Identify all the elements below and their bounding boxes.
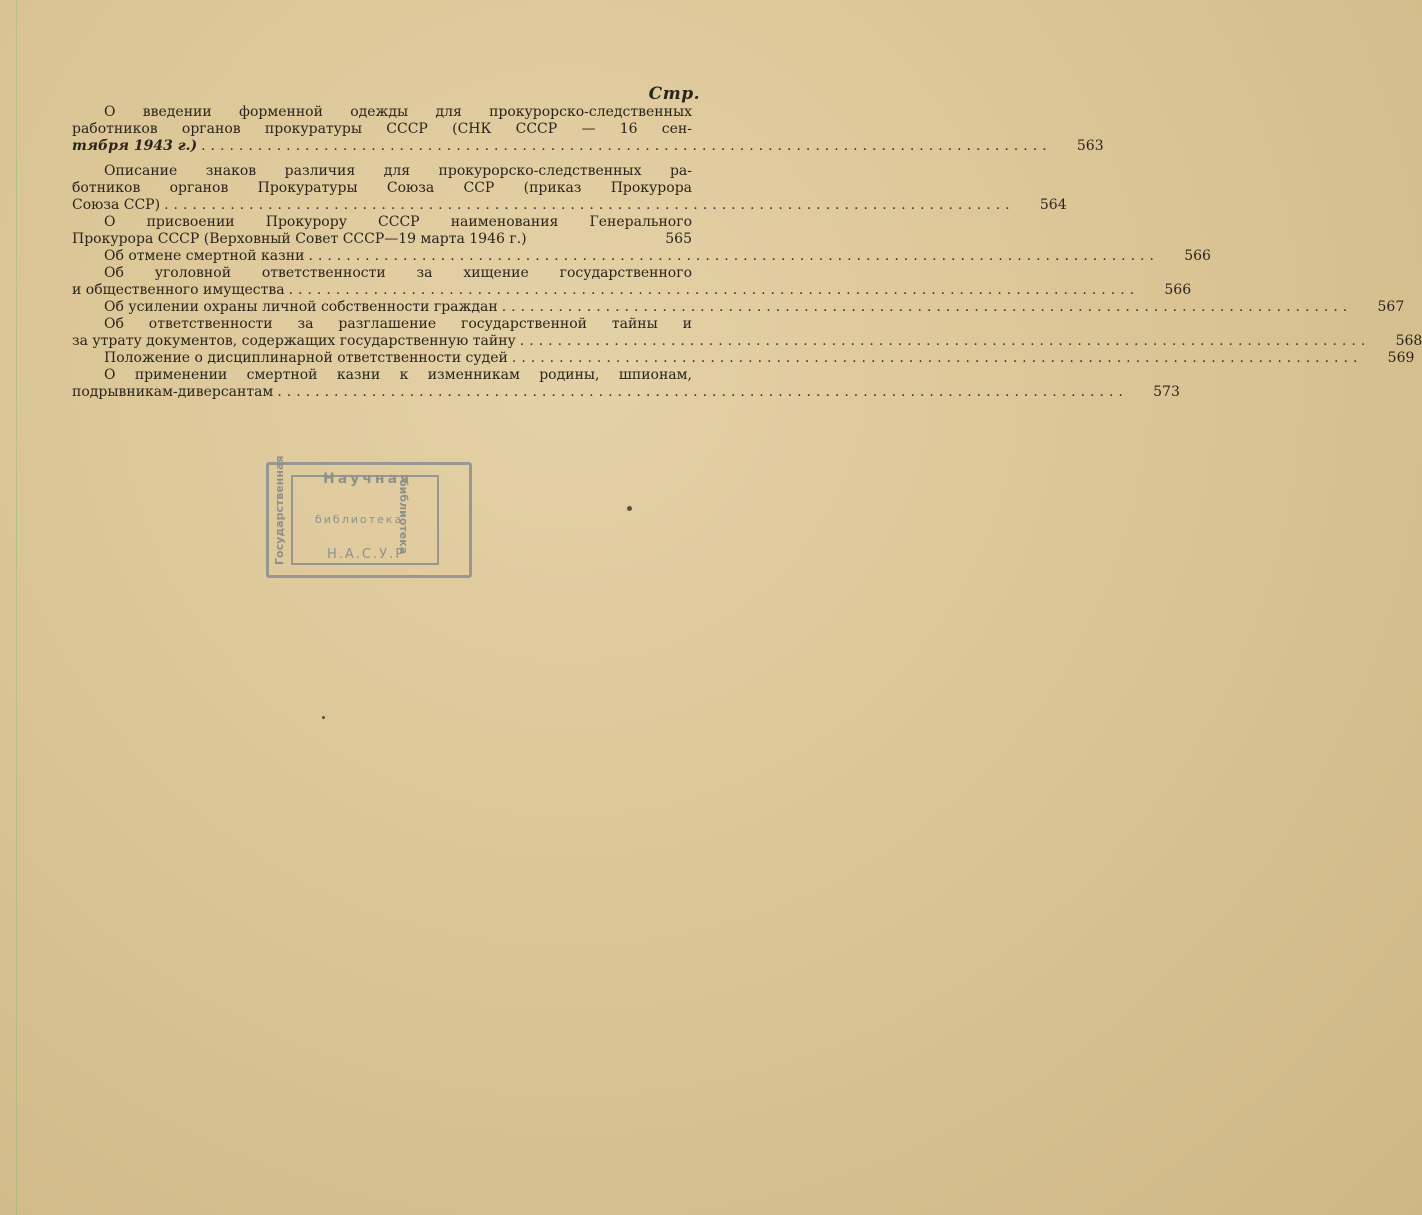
leader-dots: .......................................................................................... <box>288 282 1140 298</box>
toc-entry-last-line <box>72 231 692 248</box>
toc-entry-last-line <box>72 282 1192 299</box>
toc-entry-line: О введении форменной одежды для прокурорско-следственных <box>104 104 692 120</box>
toc-entry-line: Об ответственности за разглашение государственной тайны и <box>104 316 692 332</box>
paper-speck <box>322 716 325 719</box>
stamp-text: Научная <box>323 471 413 487</box>
toc-entry <box>72 299 1405 316</box>
toc-entry <box>72 214 692 248</box>
leader-dots: .......................................................................................... <box>308 248 1159 264</box>
toc-entry-line: О применении смертной казни к изменникам родины, шпионам, <box>104 367 692 383</box>
toc-entry-text: за утрату документов, содержащих государственную тайну <box>72 333 516 349</box>
leader-dots: .......................................................................................... <box>501 299 1353 315</box>
toc-entry-line: Описание знаков различия для прокурорско-следственных ра- <box>104 163 692 179</box>
paper-speck <box>627 506 632 511</box>
toc-entry-last-line <box>72 299 1405 316</box>
leader-dots: .......................................................................................... <box>519 333 1371 349</box>
toc-entry <box>72 248 1211 265</box>
page-number: 566 <box>1164 282 1192 298</box>
toc-entry-last-line <box>72 333 1422 350</box>
toc-entry-last-line <box>72 248 1211 265</box>
toc-entry-last-line <box>72 138 1104 155</box>
toc-entry-last-line <box>72 350 1415 367</box>
page-number: 566 <box>1184 248 1211 264</box>
page-number: 564 <box>1039 197 1067 213</box>
toc-entry-line: О присвоении Прокурору СССР наименования Генерального <box>104 214 692 230</box>
toc-entry <box>72 316 1422 350</box>
page-number: 573 <box>1153 384 1180 400</box>
stamp-text: библиотека <box>315 513 404 526</box>
toc-entry <box>72 367 1180 401</box>
toc-entry-line: работников органов прокуратуры СССР (СНК СССР — 16 сен- <box>72 121 692 137</box>
toc-entry-text: Союза ССР) <box>72 197 161 213</box>
toc-entry <box>72 265 1192 299</box>
toc-entry-last-line <box>72 384 1180 401</box>
toc-entry-line: Об уголовной ответственности за хищение государственного <box>104 265 692 281</box>
library-stamp <box>266 455 472 578</box>
page-fold-line <box>16 0 17 1215</box>
page-number: 569 <box>1387 350 1415 366</box>
stamp-text: Н.А.С.У.Р <box>327 547 406 562</box>
leader-dots: .......................................................................................... <box>164 197 1015 213</box>
toc-entry <box>72 163 1067 214</box>
toc-entry-text: Об отмене смертной казни <box>104 248 305 264</box>
page-column-label: Стр. <box>648 84 700 104</box>
toc-entry <box>72 350 1415 367</box>
leader-dots: .......................................................................................... <box>201 138 1052 154</box>
toc-entry-text: подрывникам-диверсантам <box>72 384 274 400</box>
page-number: 563 <box>1076 138 1104 154</box>
page-number: 568 <box>1395 333 1422 349</box>
page-number: 565 <box>665 231 692 247</box>
leader-dots: .......................................................................................... <box>511 350 1363 366</box>
toc-entry-text: Прокурора СССР (Верховный Совет СССР—19 марта 1946 г.) <box>72 231 527 247</box>
toc-entry-text: Об усилении охраны личной собственности граждан <box>104 299 498 315</box>
stamp-side-text: Государственная <box>273 455 286 565</box>
leader-dots: .......................................................................................... <box>277 384 1128 400</box>
toc-entry-line: ботников органов Прокуратуры Союза ССР (приказ Прокурора <box>72 180 692 196</box>
toc-entry-text: Положение о дисциплинарной ответственности судей <box>104 350 508 366</box>
stamp-side-text: библиотека <box>396 479 410 555</box>
page-number: 567 <box>1377 299 1405 315</box>
toc-entry-text: тября 1943 г.) <box>72 138 198 154</box>
toc-entry-text: и общественного имущества <box>72 282 285 298</box>
toc-entry-last-line <box>72 197 1067 214</box>
toc-entry <box>72 104 1104 155</box>
